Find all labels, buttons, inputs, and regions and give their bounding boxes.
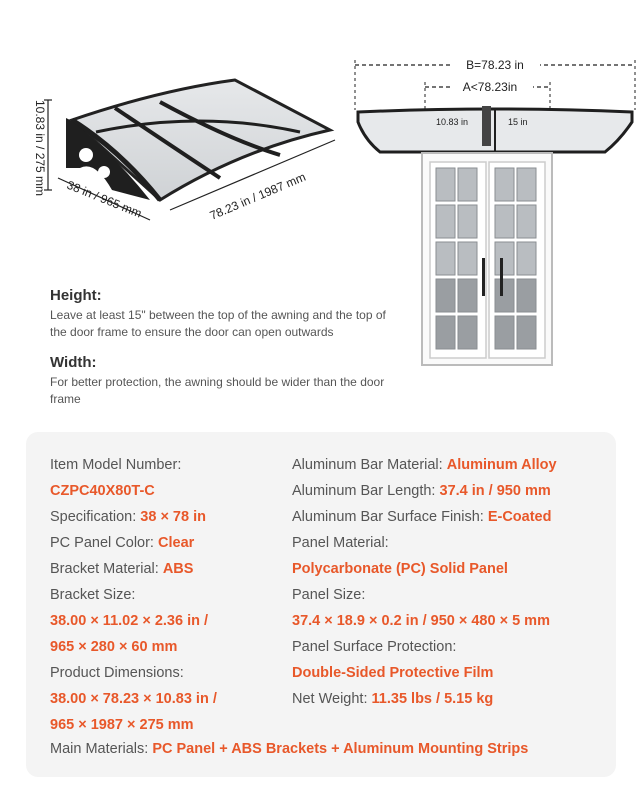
gap-right-label: 15 in xyxy=(508,117,528,127)
glass-pane xyxy=(517,316,536,349)
width-heading: Width: xyxy=(50,354,97,371)
panel-color-row xyxy=(50,530,290,556)
glass-pane xyxy=(458,242,477,275)
panel-size-value: 37.4 × 18.9 × 0.2 in / 950 × 480 × 5 mm xyxy=(292,613,550,629)
glass-pane xyxy=(436,279,455,312)
bracket-material-value: ABS xyxy=(162,561,194,577)
glass-pane xyxy=(436,316,455,349)
bracket-size-value-1: 38.00 × 11.02 × 2.36 in / xyxy=(50,613,209,629)
glass-pane xyxy=(495,279,514,312)
spec-label: Specification: xyxy=(50,509,141,525)
net-weight-label: Net Weight: xyxy=(292,691,372,707)
bracket-material-row xyxy=(50,556,290,582)
net-weight-value: 11.35 lbs / 5.15 kg xyxy=(371,691,494,707)
glass-pane xyxy=(458,316,477,349)
left-width-label: 78.23 in / 1987 mm xyxy=(207,169,308,223)
model-label: Item Model Number: xyxy=(50,457,182,473)
net-weight-row xyxy=(292,686,612,712)
panel-material-value: Polycarbonate (PC) Solid Panel xyxy=(292,561,508,577)
spec-column-left xyxy=(50,452,290,738)
glass-pane xyxy=(517,168,536,201)
left-height-label: 10.83 in / 275 mm xyxy=(33,100,47,197)
spec-column-right xyxy=(292,452,612,712)
awning-diagram xyxy=(0,60,340,300)
b-dimension-label: B=78.23 in xyxy=(466,58,524,72)
left-depth-label: 38 in / 965 mm xyxy=(64,177,144,221)
surface-protection-label: Panel Surface Protection: xyxy=(292,639,457,655)
bracket-size-value-2: 965 × 280 × 60 mm xyxy=(50,639,178,655)
bar-finish-label: Aluminum Bar Surface Finish: xyxy=(292,509,488,525)
glass-pane xyxy=(517,242,536,275)
glass-pane xyxy=(436,168,455,201)
bar-length-row xyxy=(292,478,612,504)
panel-color-value: Clear xyxy=(158,535,195,551)
model-value: CZPC40X80T-C xyxy=(50,483,155,499)
glass-pane xyxy=(436,242,455,275)
bracket-size-label: Bracket Size: xyxy=(50,587,136,603)
panel-color-label: PC Panel Color: xyxy=(50,535,158,551)
surface-protection-value: Double-Sided Protective Film xyxy=(292,665,494,681)
dimensions-label: Product Dimensions: xyxy=(50,665,184,681)
glass-pane xyxy=(517,279,536,312)
height-heading: Height: xyxy=(50,287,102,304)
bar-material-label: Aluminum Bar Material: xyxy=(292,457,447,473)
spec-card xyxy=(26,432,616,777)
panel-size-label: Panel Size: xyxy=(292,587,366,603)
glass-pane xyxy=(458,205,477,238)
glass-pane xyxy=(495,316,514,349)
width-note: For better protection, the awning should be wider than the door frame xyxy=(50,375,385,406)
dimensions-value-1: 38.00 × 78.23 × 10.83 in / xyxy=(50,691,217,707)
main-materials-value: PC Panel + ABS Brackets + Aluminum Mounting Strips xyxy=(152,741,529,757)
spec-row xyxy=(50,504,290,530)
bracket-material-label: Bracket Material: xyxy=(50,561,163,577)
bar-material-row xyxy=(292,452,612,478)
a-dimension-label: A<78.23in xyxy=(462,80,518,94)
main-materials-row xyxy=(50,736,528,762)
panel-material-label: Panel Material: xyxy=(292,535,389,551)
gap-left-label: 10.83 in xyxy=(436,117,469,127)
glass-pane xyxy=(436,205,455,238)
glass-pane xyxy=(495,205,514,238)
glass-pane xyxy=(458,279,477,312)
glass-pane xyxy=(495,242,514,275)
bar-length-value: 37.4 in / 950 mm xyxy=(439,483,551,499)
door-handle xyxy=(482,258,485,296)
door-handle xyxy=(500,258,503,296)
glass-pane xyxy=(458,168,477,201)
bar-finish-row xyxy=(292,504,612,530)
spec-value: 38 × 78 in xyxy=(140,509,206,525)
glass-pane xyxy=(517,205,536,238)
height-note: Leave at least 15" between the top of the awning and the top of the door frame to ensure the door can open outwards xyxy=(50,308,386,339)
dimensions-value-2: 965 × 1987 × 275 mm xyxy=(50,717,194,733)
bar-finish-value: E-Coated xyxy=(487,509,552,525)
bar-length-label: Aluminum Bar Length: xyxy=(292,483,440,499)
glass-pane xyxy=(495,168,514,201)
main-materials-label: Main Materials: xyxy=(50,741,153,757)
bar-material-value: Aluminum Alloy xyxy=(446,457,557,473)
